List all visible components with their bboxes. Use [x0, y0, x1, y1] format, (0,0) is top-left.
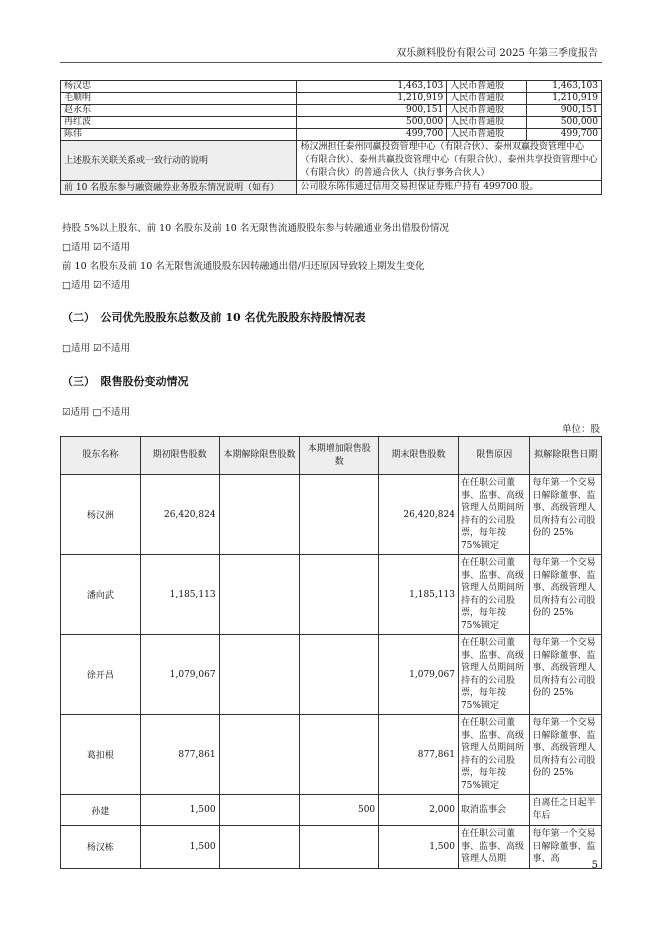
- table-row: [61, 81, 602, 93]
- end-count: 26,420,824: [379, 475, 459, 555]
- added-count: [300, 475, 379, 555]
- table-row: [61, 141, 602, 181]
- section-restricted-title: （三） 限售股份变动情况: [62, 375, 189, 388]
- start-count: 1,185,113: [140, 555, 219, 635]
- shareholder-name: 潘向武: [61, 555, 141, 635]
- added-count: [300, 635, 379, 715]
- page-number: 5: [591, 860, 598, 871]
- holder-count: 499,700: [297, 129, 447, 141]
- col-header-date: 拟解除限售日期: [530, 437, 602, 475]
- shareholder-name: 孙建: [61, 795, 141, 826]
- section-preferred-title: （二） 公司优先股股东总数及前 10 名优先股股东持股情况表: [62, 311, 366, 324]
- restricted-shares-table: [60, 436, 602, 869]
- table-row: [61, 826, 602, 869]
- end-count: 1,079,067: [379, 635, 459, 715]
- lending-applicability: □适用 ☑不适用: [62, 242, 131, 253]
- top-shareholders-table: [60, 80, 602, 195]
- holder-count: 1,463,103: [297, 81, 447, 93]
- table-row: [61, 795, 602, 826]
- unit-label: 单位：股: [561, 424, 600, 435]
- share-type: 人民币普通股: [447, 129, 527, 141]
- lending-paragraph: 持股 5%以上股东、前 10 名股东及前 10 名无限售流通股股东参与转融通业务出借股份情况: [62, 223, 449, 234]
- holder-name: 赵永东: [61, 105, 297, 117]
- released-count: [219, 555, 300, 635]
- released-count: [219, 826, 300, 869]
- released-count: [219, 475, 300, 555]
- report-header-title: 双乐颜料股份有限公司 2025 年第三季度报告: [396, 48, 598, 59]
- col-header-name: 股东名称: [61, 437, 141, 475]
- section-restricted-applicability: ☑适用 □不适用: [62, 407, 131, 418]
- release-date: 每年第一个交易日解除董事、监事、高级管理人员所持有公司股份的 25%: [530, 555, 602, 635]
- related-parties-label: 上述股东关联关系或一致行动的说明: [61, 141, 297, 181]
- holder-count: 1,210,919: [297, 93, 447, 105]
- end-count: 1,185,113: [379, 555, 459, 635]
- lending-change-paragraph: 前 10 名股东及前 10 名无限售流通股股东因转融通出借/归还原因导致较上期发生变化: [62, 261, 425, 272]
- lending-change-applicability: □适用 ☑不适用: [62, 280, 131, 291]
- col-header-added: 本期增加限售股数: [300, 437, 379, 475]
- table-row: [61, 129, 602, 141]
- end-count: 1,500: [379, 826, 459, 869]
- related-parties-value: 杨汉洲担任泰州同赢投资管理中心（有限合伙）、泰州双赢投资管理中心（有限合伙）、泰州共赢投资管理中心（有限合伙）、泰州共享投资管理中心（有限合伙）的普通合伙人（执行事务合伙人）: [297, 141, 602, 181]
- col-header-start: 期初限售股数: [140, 437, 219, 475]
- table-row: [61, 93, 602, 105]
- release-date: 每年第一个交易日解除董事、监事、高级管理人员所持有公司股份的 25%: [530, 475, 602, 555]
- shareholder-name: 葛扣根: [61, 715, 141, 795]
- shareholder-name: 杨汉栋: [61, 826, 141, 869]
- margin-trading-label: 前 10 名股东参与融资融券业务股东情况说明（如有）: [61, 181, 297, 195]
- release-date: 自离任之日起半年后: [530, 795, 602, 826]
- release-date: 每年第一个交易日解除董事、监事、高级管理人员所持有公司股份的 25%: [530, 715, 602, 795]
- col-header-end: 期末限售股数: [379, 437, 459, 475]
- table-row: [61, 635, 602, 715]
- end-count: 877,861: [379, 715, 459, 795]
- restriction-reason: 在任职公司董事、监事、高级管理人员期间所持有的公司股票，每年按 75%锁定: [458, 715, 530, 795]
- holder-name: 陈伟: [61, 129, 297, 141]
- table-row: [61, 105, 602, 117]
- start-count: 26,420,824: [140, 475, 219, 555]
- added-count: [300, 826, 379, 869]
- share-count: 1,463,103: [527, 81, 602, 93]
- table-header-row: [61, 437, 602, 475]
- holder-count: 500,000: [297, 117, 447, 129]
- header-divider: [60, 62, 602, 63]
- release-date: 每年第一个交易日解除董事、监事、高级管理人员所持有公司股份的 25%: [530, 635, 602, 715]
- restriction-reason: 取消监事会: [458, 795, 530, 826]
- table-row: [61, 181, 602, 195]
- share-count: 499,700: [527, 129, 602, 141]
- table-row: [61, 117, 602, 129]
- section-preferred-applicability: □适用 ☑不适用: [62, 343, 131, 354]
- released-count: [219, 795, 300, 826]
- share-type: 人民币普通股: [447, 81, 527, 93]
- start-count: 1,500: [140, 795, 219, 826]
- table-row: [61, 715, 602, 795]
- added-count: [300, 715, 379, 795]
- restriction-reason: 在任职公司董事、监事、高级管理人员期间所持有的公司股票，每年按 75%锁定: [458, 475, 530, 555]
- col-header-released: 本期解除限售股数: [219, 437, 300, 475]
- released-count: [219, 715, 300, 795]
- table-row: [61, 475, 602, 555]
- start-count: 1,079,067: [140, 635, 219, 715]
- shareholder-name: 杨汉洲: [61, 475, 141, 555]
- restriction-reason: 在任职公司董事、监事、高级管理人员期: [458, 826, 530, 869]
- release-date: 每年第一个交易日解除董事、监事、高: [530, 826, 602, 869]
- share-type: 人民币普通股: [447, 93, 527, 105]
- col-header-reason: 限售原因: [458, 437, 530, 475]
- start-count: 877,861: [140, 715, 219, 795]
- share-count: 1,210,919: [527, 93, 602, 105]
- margin-trading-value: 公司股东陈伟通过信用交易担保证券账户持有 499700 股。: [297, 181, 602, 195]
- released-count: [219, 635, 300, 715]
- end-count: 2,000: [379, 795, 459, 826]
- holder-count: 900,151: [297, 105, 447, 117]
- added-count: 500: [300, 795, 379, 826]
- restriction-reason: 在任职公司董事、监事、高级管理人员期间所持有的公司股票，每年按 75%锁定: [458, 555, 530, 635]
- restriction-reason: 在任职公司董事、监事、高级管理人员期间所持有的公司股票，每年按 75%锁定: [458, 635, 530, 715]
- holder-name: 毛顺明: [61, 93, 297, 105]
- holder-name: 冉红波: [61, 117, 297, 129]
- table-row: [61, 555, 602, 635]
- share-count: 900,151: [527, 105, 602, 117]
- share-count: 500,000: [527, 117, 602, 129]
- share-type: 人民币普通股: [447, 105, 527, 117]
- share-type: 人民币普通股: [447, 117, 527, 129]
- holder-name: 杨汉忠: [61, 81, 297, 93]
- start-count: 1,500: [140, 826, 219, 869]
- shareholder-name: 徐开昌: [61, 635, 141, 715]
- added-count: [300, 555, 379, 635]
